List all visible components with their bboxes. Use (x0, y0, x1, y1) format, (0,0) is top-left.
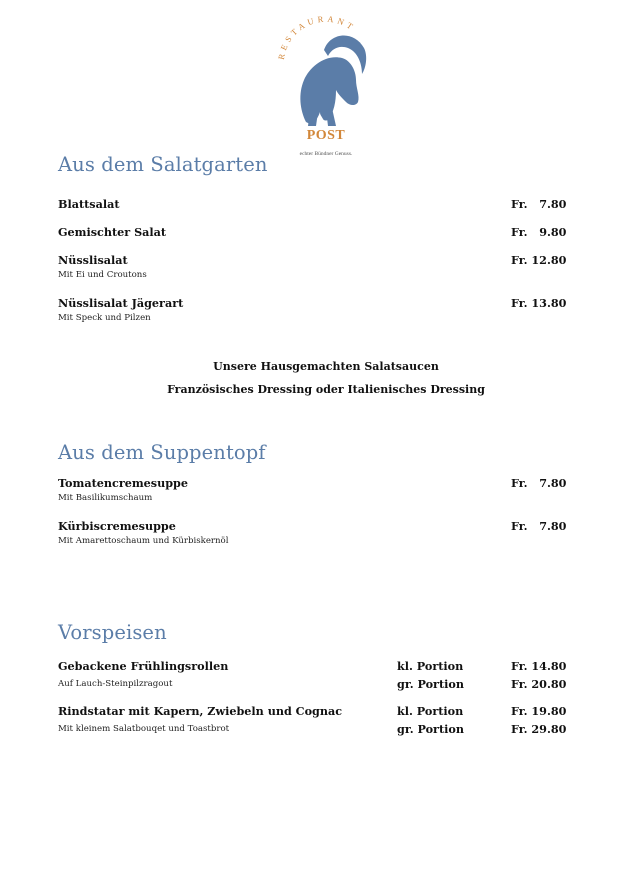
menu-item-desc: Mit Amarettoschaum und Kürbiskernöl (58, 536, 229, 546)
menu-item-price: Fr. 20.80 (511, 677, 567, 691)
menu-item-name: Gebackene Frühlingsrollen (58, 659, 229, 673)
portion-label: kl. Portion (397, 704, 464, 718)
portion-label: gr. Portion (397, 722, 464, 736)
menu-item-desc: Mit Ei und Croutons (58, 270, 147, 280)
portion-label: kl. Portion (397, 659, 464, 673)
menu-item-name: Gemischter Salat (58, 225, 167, 239)
menu-item-name: Tomatencremesuppe (58, 476, 188, 490)
sauces-title: Unsere Hausgemachten Salatsaucen (213, 360, 439, 373)
logo-arc-text: RESTAURANT (275, 14, 358, 61)
menu-item-price: Fr. 7.80 (511, 519, 567, 533)
menu-item-desc: Mit Basilikumschaum (58, 493, 153, 503)
logo-name: POST (306, 128, 346, 143)
menu-item-name: Kürbiscremesuppe (58, 519, 176, 533)
menu-item-price: Fr. 12.80 (511, 253, 567, 267)
portion-label: gr. Portion (397, 677, 464, 691)
menu-item-desc: Auf Lauch-Steinpilzragout (58, 679, 173, 689)
menu-item-name: Rindstatar mit Kapern, Zwiebeln und Cognac (58, 704, 343, 718)
menu-item-name: Nüsslisalat Jägerart (58, 296, 184, 310)
section-title-suppe: Aus dem Suppentopf (58, 441, 266, 464)
sauces-line: Französisches Dressing oder Italienisches Dressing (167, 383, 485, 396)
section-title-vorspeisen: Vorspeisen (58, 621, 167, 644)
logo-tagline: echter Bündner Genuss. (299, 151, 353, 157)
menu-item-price: Fr. 13.80 (511, 296, 567, 310)
restaurant-logo (270, 14, 382, 157)
menu-item-name: Nüsslisalat (58, 253, 128, 267)
menu-item-price: Fr. 7.80 (511, 197, 567, 211)
menu-item-price: Fr. 14.80 (511, 659, 567, 673)
menu-item-price: Fr. 19.80 (511, 704, 567, 718)
menu-item-price: Fr. 7.80 (511, 476, 567, 490)
menu-item-price: Fr. 9.80 (511, 225, 567, 239)
menu-item-name: Blattsalat (58, 197, 120, 211)
menu-item-price: Fr. 29.80 (511, 722, 567, 736)
section-title-salat: Aus dem Salatgarten (58, 153, 268, 176)
menu-item-desc: Mit kleinem Salatbouqet und Toastbrot (58, 724, 230, 734)
menu-item-desc: Mit Speck und Pilzen (58, 313, 151, 323)
